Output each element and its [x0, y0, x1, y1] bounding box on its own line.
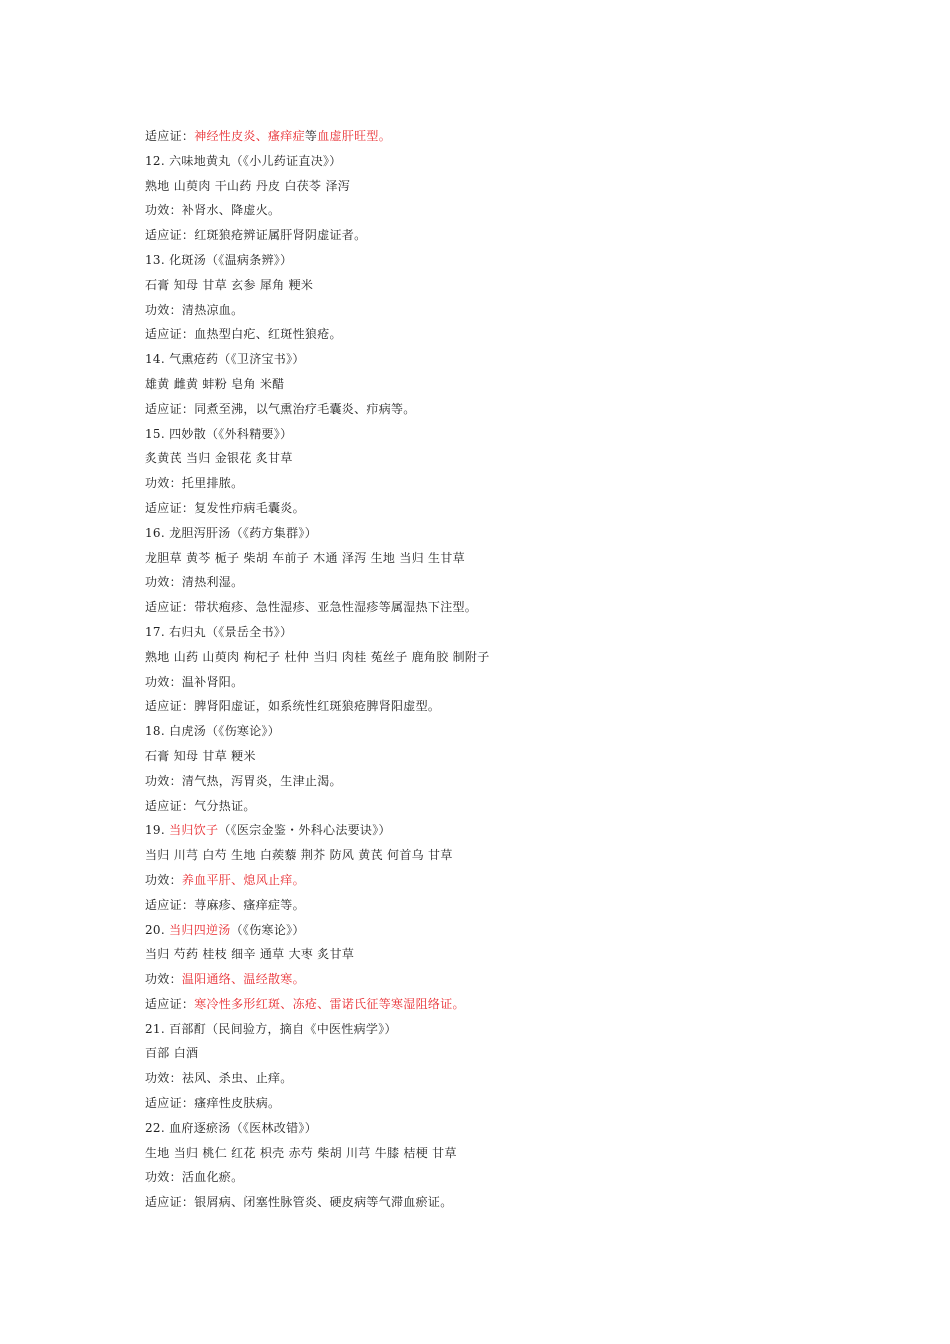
text-line — [145, 670, 905, 695]
text-line — [145, 1041, 905, 1066]
text-line — [145, 694, 905, 719]
line-text: 功效： — [145, 872, 182, 887]
text-line — [145, 967, 905, 992]
text-line — [145, 1066, 905, 1091]
line-text: 功效：清热利湿。 — [145, 575, 244, 590]
text-line — [145, 992, 905, 1017]
line-text: 16. 龙胆泻肝汤（《药方集群》） — [145, 525, 317, 540]
text-line — [145, 521, 905, 546]
text-line — [145, 570, 905, 595]
text-line — [145, 546, 905, 571]
line-text: 石膏 知母 甘草 玄参 犀角 粳米 — [145, 277, 314, 292]
line-text: 雄黄 雌黄 蚌粉 皂角 米醋 — [145, 376, 285, 391]
highlighted-text: 神经性皮炎、瘙痒症 — [194, 129, 305, 143]
line-text: 17. 右归丸（《景岳全书》） — [145, 624, 293, 639]
line-text: 适应证：带状疱疹、急性湿疹、亚急性湿疹等属湿热下注型。 — [145, 600, 478, 615]
line-text: 19. — [145, 823, 170, 838]
line-text: 功效： — [145, 972, 182, 987]
line-text: 适应证：红斑狼疮辨证属肝肾阴虚证者。 — [145, 228, 367, 243]
text-line — [145, 124, 905, 149]
text-line — [145, 198, 905, 223]
highlighted-text: 寒冷性多形红斑、冻疮、雷诺氏征等寒湿阻络证。 — [194, 996, 465, 1011]
text-line — [145, 794, 905, 819]
text-line — [145, 1190, 905, 1215]
line-text: 适应证： — [145, 129, 195, 143]
text-line — [145, 818, 905, 843]
line-text: 熟地 山药 山萸肉 枸杞子 杜仲 当归 肉桂 菟丝子 鹿角胶 制附子 — [145, 649, 490, 664]
text-line — [145, 918, 905, 943]
line-text: 适应证：血热型白疕、红斑性狼疮。 — [145, 327, 342, 342]
line-text: 功效：补肾水、降虚火。 — [145, 203, 281, 218]
line-text: 功效：活血化瘀。 — [145, 1170, 244, 1185]
line-text: 生地 当归 桃仁 红花 枳壳 赤芍 柴胡 川芎 牛膝 桔梗 甘草 — [145, 1145, 457, 1160]
line-text: 22. 血府逐瘀汤（《医林改错》） — [145, 1120, 317, 1135]
line-text: 百部 白酒 — [145, 1046, 199, 1061]
text-line — [145, 1091, 905, 1116]
line-text: 龙胆草 黄芩 栀子 柴胡 车前子 木通 泽泻 生地 当归 生甘草 — [145, 550, 465, 565]
text-line — [145, 248, 905, 273]
text-line — [145, 223, 905, 248]
line-text: 功效：祛风、杀虫、止痒。 — [145, 1071, 293, 1086]
text-line — [145, 868, 905, 893]
document-body — [145, 124, 905, 1215]
line-text: 14. 气熏疮药（《卫济宝书》） — [145, 352, 305, 367]
text-line — [145, 496, 905, 521]
text-line — [145, 446, 905, 471]
line-text: 功效：清气热，泻胃炎，生津止渴。 — [145, 773, 342, 788]
line-text: 功效：清热凉血。 — [145, 302, 244, 317]
line-text: 熟地 山萸肉 干山药 丹皮 白茯苓 泽泻 — [145, 178, 351, 193]
line-text: 适应证：脾肾阳虚证，如系统性红斑狼疮脾肾阳虚型。 — [145, 699, 441, 714]
line-text: 等 — [304, 129, 318, 143]
highlighted-text: 养血平肝、熄风止痒。 — [181, 872, 305, 887]
text-line — [145, 273, 905, 298]
text-line — [145, 322, 905, 347]
line-text: 适应证： — [145, 996, 195, 1011]
text-line — [145, 893, 905, 918]
line-text: 当归 川芎 白芍 生地 白蒺藜 荆芥 防风 黄芪 何首乌 甘草 — [145, 848, 453, 863]
text-line — [145, 174, 905, 199]
text-line — [145, 397, 905, 422]
text-line — [145, 645, 905, 670]
highlighted-text: 当归四逆汤 — [169, 922, 231, 937]
text-line — [145, 347, 905, 372]
line-text: 适应证：荨麻疹、瘙痒症等。 — [145, 897, 305, 912]
highlighted-text: 当归饮子 — [169, 823, 219, 838]
text-line — [145, 372, 905, 397]
line-text: 13. 化斑汤（《温病条辨》） — [145, 252, 293, 267]
line-text: 适应证：同煮至沸，以气熏治疗毛囊炎、疖病等。 — [145, 401, 416, 416]
line-text: （《医宗金鉴・外科心法要诀》） — [218, 823, 391, 838]
text-line — [145, 843, 905, 868]
line-text: 12. 六味地黄丸（《小儿药证直决》） — [145, 153, 342, 168]
text-line — [145, 298, 905, 323]
text-line — [145, 744, 905, 769]
line-text: 当归 芍药 桂枝 细辛 通草 大枣 炙甘草 — [145, 947, 355, 962]
line-text: 15. 四妙散（《外科精要》） — [145, 426, 293, 441]
line-text: 18. 白虎汤（《伤寒论》） — [145, 724, 281, 739]
text-line — [145, 471, 905, 496]
line-text: 石膏 知母 甘草 粳米 — [145, 748, 256, 763]
line-text: 功效：托里排脓。 — [145, 476, 244, 491]
line-text: 适应证：银屑病、闭塞性脉管炎、硬皮病等气滞血瘀证。 — [145, 1195, 453, 1210]
text-line — [145, 769, 905, 794]
line-text: 炙黄芪 当归 金银花 炙甘草 — [145, 451, 293, 466]
line-text: 适应证：复发性疖病毛囊炎。 — [145, 500, 305, 515]
line-text: 21. 百部酊（民间验方，摘自《中医性病学》） — [145, 1021, 397, 1036]
text-line — [145, 942, 905, 967]
line-text: （《伤寒论》） — [230, 922, 305, 937]
highlighted-text: 血虚肝旺型。 — [317, 129, 392, 143]
text-line — [145, 1116, 905, 1141]
text-line — [145, 620, 905, 645]
text-line — [145, 595, 905, 620]
line-text: 适应证：瘙痒性皮肤病。 — [145, 1096, 281, 1111]
line-text: 20. — [145, 922, 170, 937]
text-line — [145, 149, 905, 174]
highlighted-text: 温阳通络、温经散寒。 — [181, 972, 305, 987]
text-line — [145, 1165, 905, 1190]
text-line — [145, 1141, 905, 1166]
text-line — [145, 1017, 905, 1042]
text-line — [145, 422, 905, 447]
line-text: 功效：温补肾阳。 — [145, 674, 244, 689]
text-line — [145, 719, 905, 744]
line-text: 适应证：气分热证。 — [145, 798, 256, 813]
